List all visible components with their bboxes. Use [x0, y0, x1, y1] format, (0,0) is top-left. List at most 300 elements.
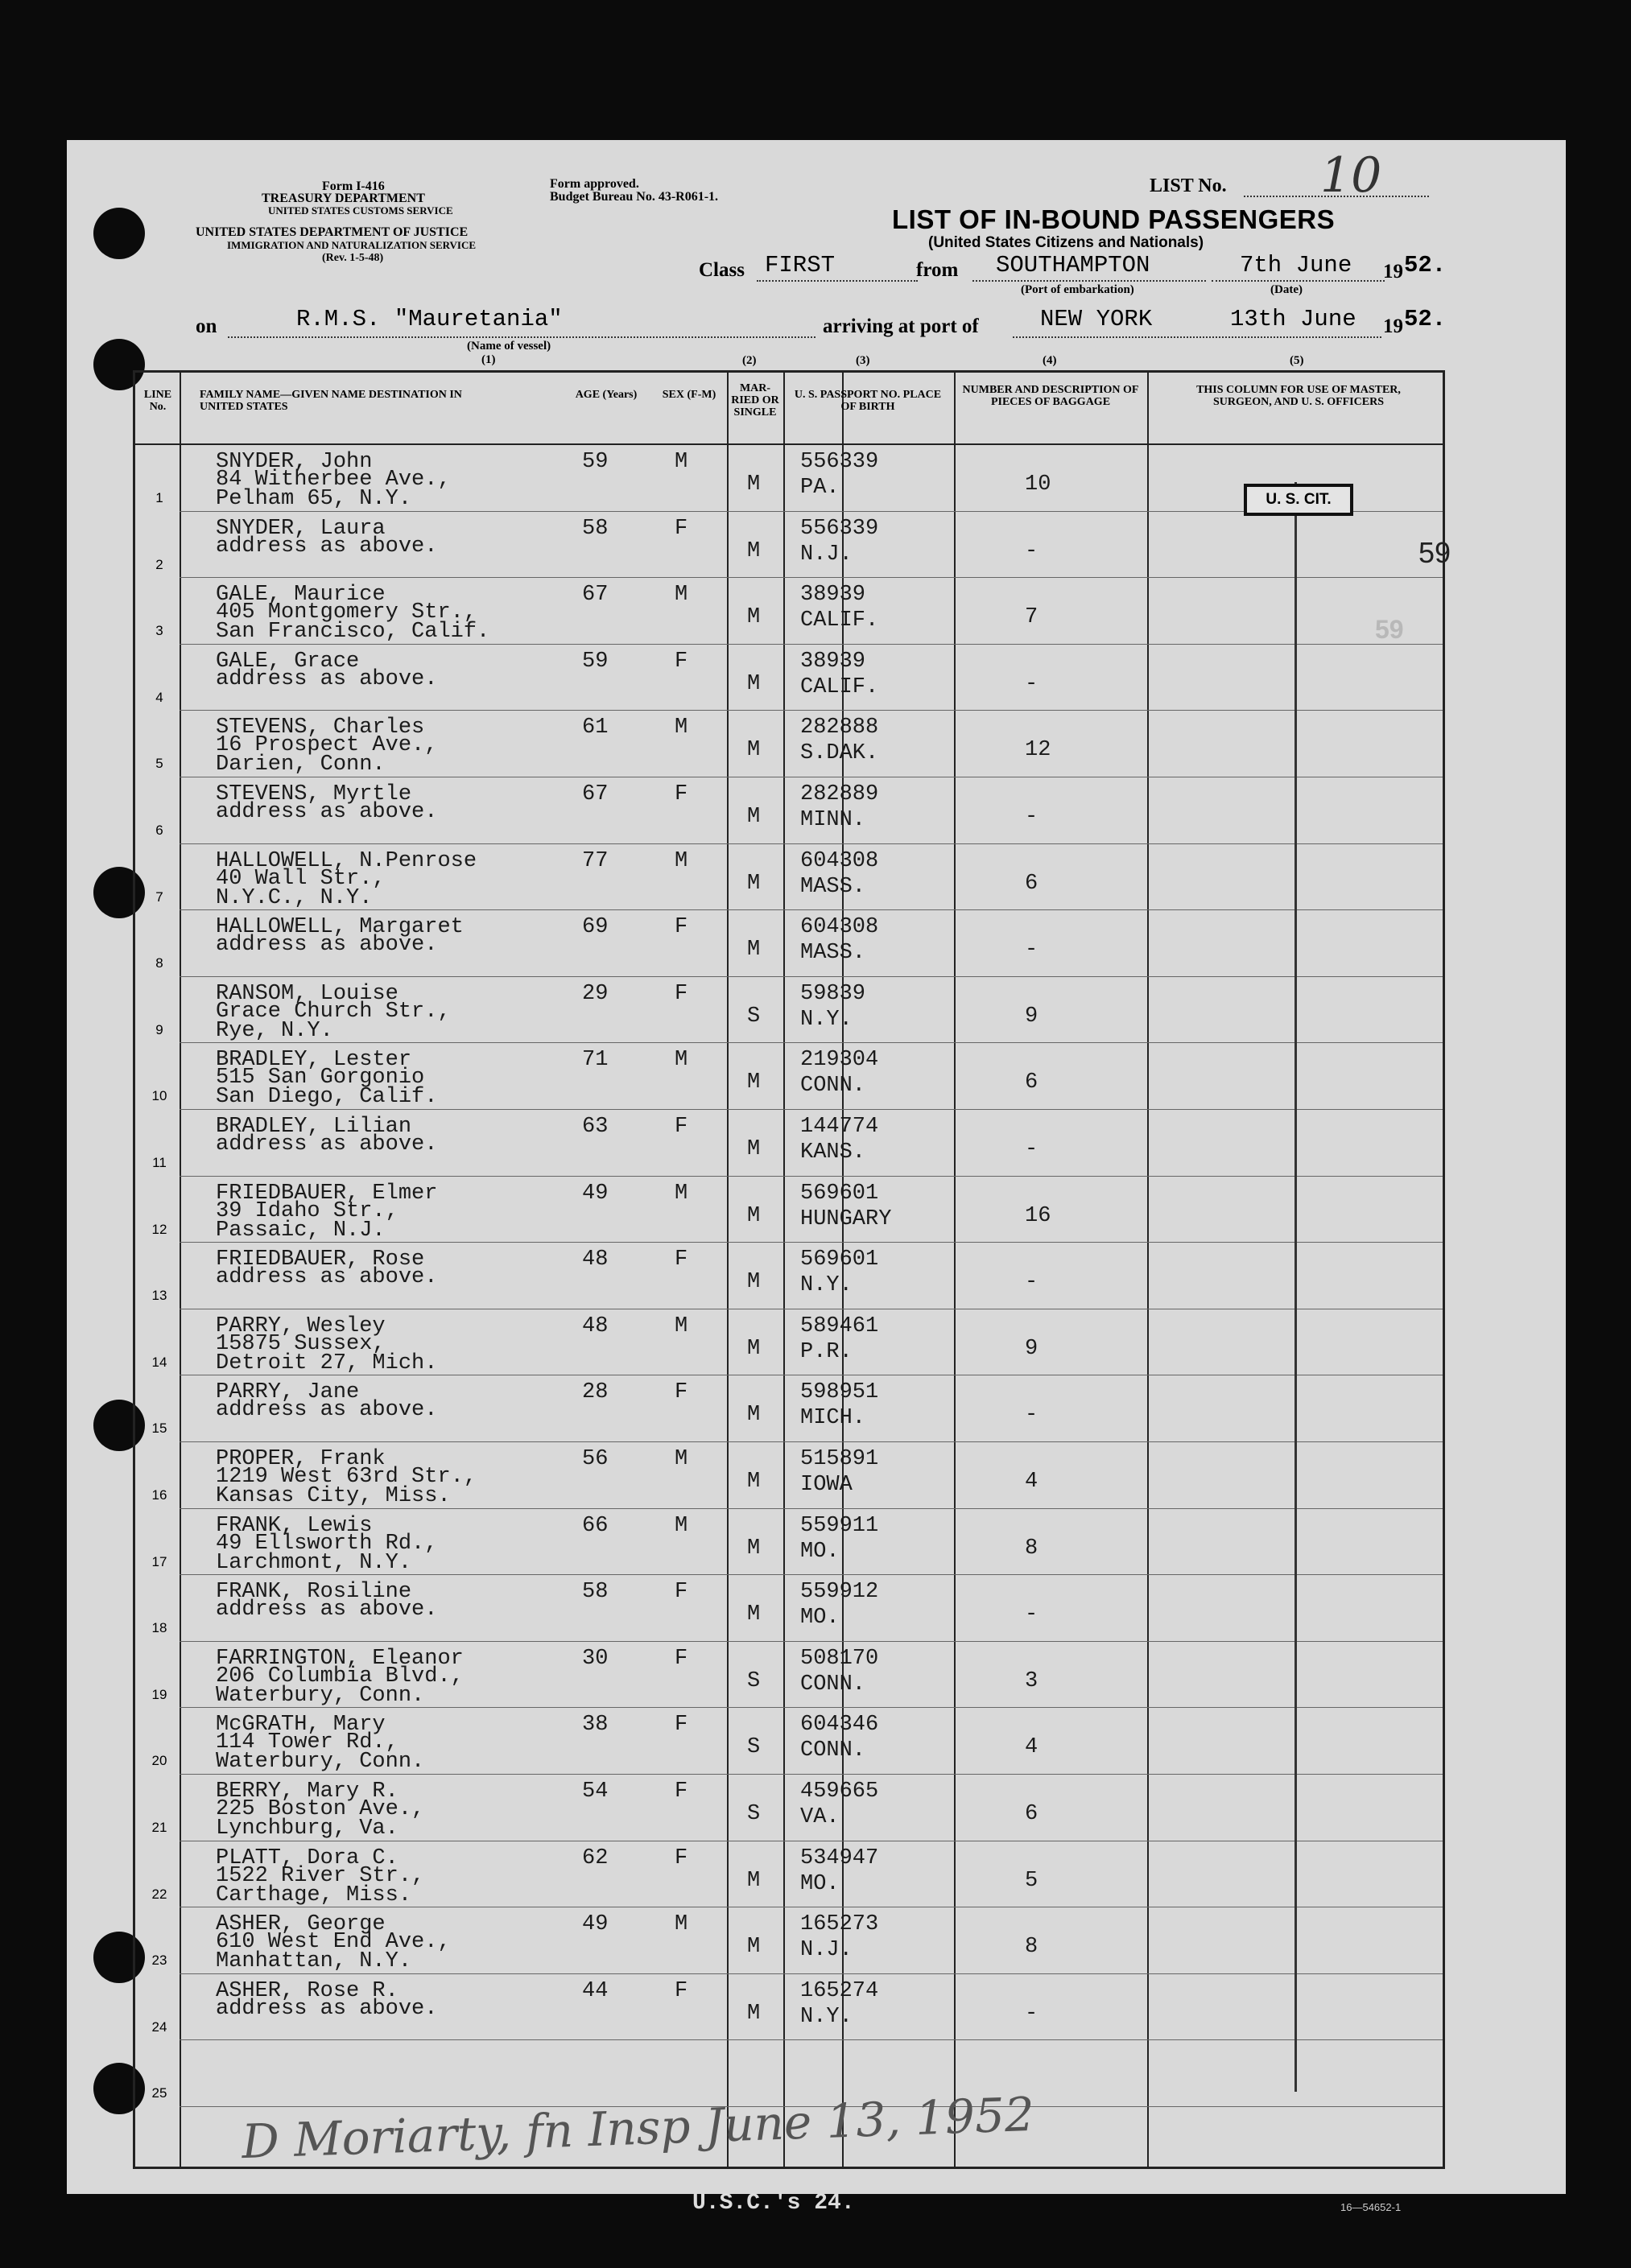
- baggage-count: 12: [1025, 738, 1051, 763]
- passenger-name: FRIEDBAUER, Elmer: [216, 1181, 438, 1206]
- class-value: FIRST: [765, 252, 836, 278]
- sex-value: F: [675, 1646, 688, 1671]
- line-number: 4: [155, 689, 163, 705]
- binder-hole: [93, 208, 145, 259]
- table-row: [135, 1642, 1443, 1709]
- place-of-birth: HUNGARY: [800, 1206, 892, 1231]
- line-number: 8: [155, 955, 163, 971]
- line-number: 19: [151, 1686, 167, 1702]
- baggage-count: -: [1025, 938, 1038, 963]
- age-value: 61: [582, 715, 609, 740]
- marital-status: M: [747, 472, 761, 497]
- line-number: 16: [151, 1487, 167, 1503]
- passport-number: 556339: [800, 450, 879, 474]
- baggage-count: 6: [1025, 1802, 1038, 1826]
- baggage-count: -: [1025, 538, 1038, 563]
- form-approved: Form approved.: [550, 177, 639, 191]
- marital-status: M: [747, 1336, 761, 1361]
- age-value: 66: [582, 1513, 609, 1538]
- form-revision: (Rev. 1-5-48): [322, 252, 384, 264]
- table-row: [135, 1243, 1443, 1309]
- table-row: [135, 977, 1443, 1044]
- embark-date-line: [1212, 280, 1385, 282]
- place-of-birth: N.J.: [800, 1938, 853, 1963]
- arrival-year-prefix: 19: [1383, 315, 1403, 337]
- place-of-birth: CONN.: [800, 1074, 866, 1099]
- arrival-date: 13th June: [1230, 306, 1356, 332]
- age-value: 56: [582, 1447, 609, 1471]
- embark-year-prefix: 19: [1383, 261, 1403, 282]
- age-value: 28: [582, 1380, 609, 1405]
- passport-number: 559912: [800, 1580, 879, 1605]
- line-number: 21: [151, 1820, 167, 1835]
- age-value: 59: [582, 450, 609, 474]
- address-line-2: Pelham 65, N.Y.: [216, 487, 412, 511]
- col3-caption: (3): [856, 354, 870, 367]
- baggage-count: 6: [1025, 1070, 1038, 1095]
- passport-number: 508170: [800, 1646, 879, 1671]
- line-number: 9: [155, 1021, 163, 1037]
- table-row: [135, 777, 1443, 844]
- sex-value: F: [675, 1845, 688, 1870]
- sex-value: M: [675, 450, 688, 474]
- marital-status: M: [747, 938, 761, 963]
- passenger-name: SNYDER, Laura: [216, 516, 386, 541]
- line-number: 14: [151, 1354, 167, 1370]
- passport-number: 165274: [800, 1978, 879, 2003]
- arrival-line: [1013, 336, 1381, 338]
- vessel-line: [228, 336, 816, 338]
- table-row: [135, 1110, 1443, 1177]
- marital-status: M: [747, 1536, 761, 1561]
- place-of-birth: N.Y.: [800, 2004, 853, 2029]
- passenger-name: McGRATH, Mary: [216, 1713, 386, 1738]
- col4-caption: (4): [1043, 354, 1057, 367]
- place-of-birth: MINN.: [800, 808, 866, 832]
- age-value: 48: [582, 1313, 609, 1338]
- sex-value: M: [675, 715, 688, 740]
- sex-value: F: [675, 1779, 688, 1804]
- sex-value: F: [675, 1580, 688, 1605]
- marital-status: S: [747, 1802, 761, 1826]
- sex-value: M: [675, 1513, 688, 1538]
- sex-value: F: [675, 915, 688, 940]
- marital-status: M: [747, 538, 761, 563]
- baggage-count: 6: [1025, 871, 1038, 896]
- address-line-1: address as above.: [216, 1265, 438, 1290]
- address-line-1: 84 Witherbee Ave.,: [216, 468, 451, 492]
- passport-number: 59839: [800, 981, 866, 1006]
- passport-number: 38939: [800, 649, 866, 674]
- baggage-count: -: [1025, 1602, 1038, 1627]
- age-value: 62: [582, 1845, 609, 1870]
- passenger-name: ASHER, Rose R.: [216, 1978, 398, 2003]
- line-number: 23: [151, 1953, 167, 1969]
- col-head-name: FAMILY NAME—GIVEN NAME DESTINATION IN UNITED STATES: [200, 389, 462, 413]
- line-number: 17: [151, 1553, 167, 1569]
- passenger-name: HALLOWELL, Margaret: [216, 915, 464, 940]
- address-line-1: address as above.: [216, 1598, 438, 1623]
- passport-number: 282889: [800, 782, 879, 806]
- arrival-year-suffix: 52.: [1404, 306, 1447, 332]
- passenger-name: GALE, Grace: [216, 649, 360, 674]
- sex-value: M: [675, 848, 688, 873]
- age-value: 67: [582, 782, 609, 806]
- age-value: 67: [582, 583, 609, 608]
- baggage-count: 9: [1025, 1336, 1038, 1361]
- port-embarkation-caption: (Port of embarkation): [1021, 283, 1134, 296]
- place-of-birth: MICH.: [800, 1406, 866, 1431]
- passenger-name: GALE, Maurice: [216, 583, 386, 608]
- address-line-2: Carthage, Miss.: [216, 1882, 412, 1907]
- marital-status: M: [747, 1403, 761, 1428]
- address-line-2: Waterbury, Conn.: [216, 1683, 425, 1708]
- sex-value: F: [675, 649, 688, 674]
- sex-value: M: [675, 1048, 688, 1073]
- place-of-birth: N.Y.: [800, 1007, 853, 1032]
- line-number: 1: [155, 490, 163, 505]
- passport-number: 144774: [800, 1115, 879, 1139]
- marital-status: M: [747, 805, 761, 829]
- baggage-count: 4: [1025, 1735, 1038, 1760]
- table-row: [135, 1043, 1443, 1110]
- sex-value: F: [675, 782, 688, 806]
- col-head-sex: SEX (F-M): [662, 389, 716, 401]
- line-number: 6: [155, 823, 163, 838]
- address-line-1: address as above.: [216, 534, 438, 559]
- table-row: [135, 1509, 1443, 1576]
- line-number: 12: [151, 1221, 167, 1237]
- baggage-count: 9: [1025, 1004, 1038, 1029]
- address-line-1: 225 Boston Ave.,: [216, 1797, 425, 1821]
- address-line-2: San Diego, Calif.: [216, 1085, 438, 1110]
- footer-total: U.S.C.'s 24.: [692, 2191, 855, 2216]
- us-citizen-stamp: U. S. CIT.: [1244, 484, 1353, 516]
- sex-value: F: [675, 981, 688, 1006]
- justice-dept: UNITED STATES DEPARTMENT OF JUSTICE: [196, 225, 469, 239]
- passenger-name: FRANK, Rosiline: [216, 1580, 412, 1605]
- passport-number: 459665: [800, 1779, 879, 1804]
- age-value: 44: [582, 1978, 609, 2003]
- place-of-birth: CONN.: [800, 1738, 866, 1763]
- table-row: [135, 578, 1443, 645]
- passenger-name: BRADLEY, Lester: [216, 1048, 412, 1073]
- line-number: 7: [155, 889, 163, 905]
- line-number: 10: [151, 1088, 167, 1104]
- place-of-birth: P.R.: [800, 1339, 853, 1364]
- place-of-birth: PA.: [800, 476, 840, 500]
- place-of-birth: CALIF.: [800, 608, 879, 633]
- age-value: 49: [582, 1912, 609, 1937]
- age-value: 38: [582, 1713, 609, 1738]
- line-number: 5: [155, 756, 163, 772]
- marital-status: M: [747, 1602, 761, 1627]
- age-value: 58: [582, 1580, 609, 1605]
- address-line-1: 1219 West 63rd Str.,: [216, 1465, 477, 1489]
- address-line-1: 39 Idaho Str.,: [216, 1198, 398, 1223]
- list-no-label: LIST No.: [1150, 175, 1227, 196]
- page-title: LIST OF IN-BOUND PASSENGERS: [892, 204, 1336, 234]
- age-value: 30: [582, 1646, 609, 1671]
- col-head-baggage: NUMBER AND DESCRIPTION OF PIECES OF BAGGAGE: [962, 384, 1139, 408]
- age-value: 69: [582, 915, 609, 940]
- table-row: [135, 1841, 1443, 1908]
- form-number: Form I-416: [322, 179, 385, 193]
- place-of-birth: MO.: [800, 1606, 840, 1631]
- sex-value: M: [675, 583, 688, 608]
- address-line-2: Lynchburg, Va.: [216, 1816, 398, 1841]
- passport-number: 598951: [800, 1380, 879, 1405]
- address-line-1: 49 Ellsworth Rd.,: [216, 1531, 438, 1556]
- table-row: [135, 1708, 1443, 1775]
- inspector-signature: D Moriarty, fn Insp June 13, 1952: [241, 2086, 1035, 2170]
- baggage-count: 10: [1025, 472, 1051, 497]
- place-of-birth: MASS.: [800, 874, 866, 899]
- marital-status: M: [747, 1203, 761, 1228]
- embark-year-suffix: 52.: [1404, 252, 1447, 278]
- ins-service: IMMIGRATION AND NATURALIZATION SERVICE: [227, 239, 477, 251]
- passport-number: 556339: [800, 516, 879, 541]
- table-row: [135, 512, 1443, 579]
- margin-count: 59: [1418, 536, 1451, 569]
- age-value: 49: [582, 1181, 609, 1206]
- address-line-1: 515 San Gorgonio: [216, 1066, 425, 1091]
- line-number: 25: [151, 2085, 167, 2101]
- treasury-dept: TREASURY DEPARTMENT: [262, 192, 425, 205]
- line-number: 13: [151, 1288, 167, 1304]
- line-number: 15: [151, 1421, 167, 1437]
- baggage-count: -: [1025, 1137, 1038, 1161]
- address-line-1: address as above.: [216, 666, 438, 691]
- address-line-1: address as above.: [216, 1398, 438, 1423]
- baggage-count: 7: [1025, 605, 1038, 630]
- sex-value: F: [675, 1115, 688, 1139]
- passenger-name: FRIEDBAUER, Rose: [216, 1247, 425, 1272]
- table-row: [135, 1309, 1443, 1376]
- address-line-1: address as above.: [216, 1996, 438, 2021]
- passenger-table: [133, 370, 1445, 2169]
- place-of-birth: CALIF.: [800, 674, 879, 699]
- marital-status: M: [747, 2001, 761, 2026]
- line-number: 20: [151, 1753, 167, 1769]
- address-line-1: 206 Columbia Blvd.,: [216, 1664, 464, 1689]
- customs-service: UNITED STATES CUSTOMS SERVICE: [268, 204, 453, 216]
- address-line-1: 1522 River Str.,: [216, 1863, 425, 1888]
- age-value: 58: [582, 516, 609, 541]
- place-of-birth: N.J.: [800, 542, 853, 567]
- table-row: [135, 844, 1443, 911]
- address-line-1: 610 West End Ave.,: [216, 1930, 451, 1955]
- place-of-birth: MASS.: [800, 941, 866, 966]
- col-head-age: AGE (Years): [575, 389, 638, 401]
- place-of-birth: S.DAK.: [800, 741, 879, 766]
- address-line-1: Grace Church Str.,: [216, 999, 451, 1024]
- table-row: [135, 1177, 1443, 1243]
- passport-number: 589461: [800, 1313, 879, 1338]
- marital-status: M: [747, 1868, 761, 1893]
- col-head-passport: U. S. PASSPORT NO. PLACE OF BIRTH: [794, 389, 942, 413]
- address-line-2: Passaic, N.J.: [216, 1218, 386, 1243]
- marital-status: S: [747, 1004, 761, 1029]
- baggage-count: -: [1025, 1270, 1038, 1295]
- place-of-birth: MO.: [800, 1871, 840, 1896]
- page-subtitle: (United States Citizens and Nationals): [928, 234, 1204, 251]
- marital-status: M: [747, 1935, 761, 1960]
- passenger-name: SNYDER, John: [216, 450, 373, 474]
- address-line-2: Waterbury, Conn.: [216, 1750, 425, 1775]
- baggage-count: 8: [1025, 1536, 1038, 1561]
- marital-status: M: [747, 1137, 761, 1161]
- baggage-count: -: [1025, 2001, 1038, 2026]
- passport-number: 559911: [800, 1513, 879, 1538]
- marital-status: M: [747, 1470, 761, 1494]
- address-line-1: 40 Wall Str.,: [216, 866, 386, 891]
- passenger-name: BRADLEY, Lilian: [216, 1115, 412, 1139]
- place-of-birth: N.Y.: [800, 1273, 853, 1298]
- age-value: 54: [582, 1779, 609, 1804]
- table-row: [135, 1974, 1443, 2041]
- table-row: [135, 1442, 1443, 1509]
- pencil-line: [1294, 482, 1297, 2092]
- list-no-value: 10: [1320, 147, 1382, 204]
- from-label: from: [916, 259, 959, 281]
- passport-number: 534947: [800, 1845, 879, 1870]
- address-line-1: address as above.: [216, 1132, 438, 1157]
- port-embarkation: SOUTHAMPTON: [996, 252, 1150, 278]
- sex-value: F: [675, 1247, 688, 1272]
- arriving-label: arriving at port of: [823, 315, 979, 337]
- embark-date: 7th June: [1240, 252, 1352, 278]
- table-row: [135, 910, 1443, 977]
- address-line-2: N.Y.C., N.Y.: [216, 885, 373, 910]
- passport-number: 569601: [800, 1247, 879, 1272]
- table-row: [135, 1775, 1443, 1841]
- date-caption: (Date): [1270, 283, 1303, 296]
- address-line-2: Manhattan, N.Y.: [216, 1949, 412, 1974]
- arrival-port: NEW YORK: [1040, 306, 1153, 332]
- sex-value: M: [675, 1447, 688, 1471]
- vessel-name: R.M.S. "Mauretania": [296, 306, 563, 332]
- passenger-name: FARRINGTON, Eleanor: [216, 1646, 464, 1671]
- passenger-name: PLATT, Dora C.: [216, 1845, 398, 1870]
- margin-count-faint: 59: [1375, 615, 1404, 644]
- passport-number: 282888: [800, 715, 879, 740]
- passport-number: 604346: [800, 1713, 879, 1738]
- sex-value: F: [675, 516, 688, 541]
- passenger-name: RANSOM, Louise: [216, 981, 398, 1006]
- passenger-name: FRANK, Lewis: [216, 1513, 373, 1538]
- address-line-1: 15875 Sussex,: [216, 1331, 386, 1356]
- address-line-2: Rye, N.Y.: [216, 1018, 333, 1043]
- port-embark-line: [972, 280, 1206, 282]
- passport-number: 38939: [800, 583, 866, 608]
- col2-caption: (2): [742, 354, 757, 367]
- table-row: [135, 711, 1443, 777]
- baggage-count: -: [1025, 805, 1038, 829]
- sex-value: M: [675, 1912, 688, 1937]
- age-value: 71: [582, 1048, 609, 1073]
- table-row: [135, 645, 1443, 711]
- line-number: 3: [155, 623, 163, 639]
- line-number: 24: [151, 2019, 167, 2035]
- address-line-1: address as above.: [216, 800, 438, 824]
- address-line-2: Detroit 27, Mich.: [216, 1350, 438, 1375]
- age-value: 29: [582, 981, 609, 1006]
- address-line-2: Kansas City, Miss.: [216, 1484, 451, 1508]
- line-number: 2: [155, 556, 163, 572]
- line-number: 18: [151, 1620, 167, 1636]
- marital-status: M: [747, 1270, 761, 1295]
- baggage-count: -: [1025, 671, 1038, 696]
- col5-caption: (5): [1290, 354, 1304, 367]
- place-of-birth: KANS.: [800, 1140, 866, 1165]
- col-head-line: LINE No.: [143, 389, 172, 413]
- line-number: 22: [151, 1886, 167, 1902]
- marital-status: S: [747, 1668, 761, 1693]
- on-label: on: [196, 315, 217, 337]
- sex-value: F: [675, 1978, 688, 2003]
- line-number: 11: [152, 1155, 167, 1170]
- passport-number: 165273: [800, 1912, 879, 1937]
- place-of-birth: MO.: [800, 1539, 840, 1564]
- address-line-2: San Francisco, Calif.: [216, 620, 490, 645]
- address-line-2: Larchmont, N.Y.: [216, 1550, 412, 1575]
- table-row: [135, 1575, 1443, 1642]
- passport-number: 219304: [800, 1048, 879, 1073]
- marital-status: M: [747, 671, 761, 696]
- table-row: [135, 1907, 1443, 1974]
- place-of-birth: VA.: [800, 1805, 840, 1829]
- address-line-1: 405 Montgomery Str.,: [216, 600, 477, 625]
- baggage-count: 16: [1025, 1203, 1051, 1228]
- marital-status: M: [747, 738, 761, 763]
- baggage-count: -: [1025, 1403, 1038, 1428]
- baggage-count: 4: [1025, 1470, 1038, 1494]
- age-value: 77: [582, 848, 609, 873]
- address-line-1: 114 Tower Rd.,: [216, 1730, 398, 1755]
- marital-status: M: [747, 605, 761, 630]
- age-value: 48: [582, 1247, 609, 1272]
- passenger-name: PARRY, Jane: [216, 1380, 360, 1405]
- age-value: 59: [582, 649, 609, 674]
- sex-value: M: [675, 1313, 688, 1338]
- budget-bureau: Budget Bureau No. 43-R061-1.: [550, 190, 719, 204]
- class-line: [757, 280, 918, 282]
- passport-number: 515891: [800, 1447, 879, 1471]
- marital-status: M: [747, 871, 761, 896]
- passenger-name: STEVENS, Myrtle: [216, 782, 412, 806]
- baggage-count: 5: [1025, 1868, 1038, 1893]
- sex-value: F: [675, 1380, 688, 1405]
- passenger-name: STEVENS, Charles: [216, 715, 425, 740]
- passport-number: 604308: [800, 848, 879, 873]
- address-line-1: 16 Prospect Ave.,: [216, 733, 438, 758]
- passenger-name: HALLOWELL, N.Penrose: [216, 848, 477, 873]
- baggage-count: 8: [1025, 1935, 1038, 1960]
- col-head-married: MAR-RIED OR SINGLE: [731, 382, 779, 419]
- address-line-2: Darien, Conn.: [216, 753, 386, 777]
- passenger-name: ASHER, George: [216, 1912, 386, 1937]
- col1-caption: (1): [481, 353, 496, 366]
- sex-value: F: [675, 1713, 688, 1738]
- col-head-officers: THIS COLUMN FOR USE OF MASTER, SURGEON, AND U. S. OFFICERS: [1196, 384, 1401, 408]
- passport-number: 604308: [800, 915, 879, 940]
- table-row: [135, 1375, 1443, 1442]
- place-of-birth: IOWA: [800, 1473, 853, 1497]
- age-value: 63: [582, 1115, 609, 1139]
- address-line-1: address as above.: [216, 933, 438, 958]
- marital-status: S: [747, 1735, 761, 1760]
